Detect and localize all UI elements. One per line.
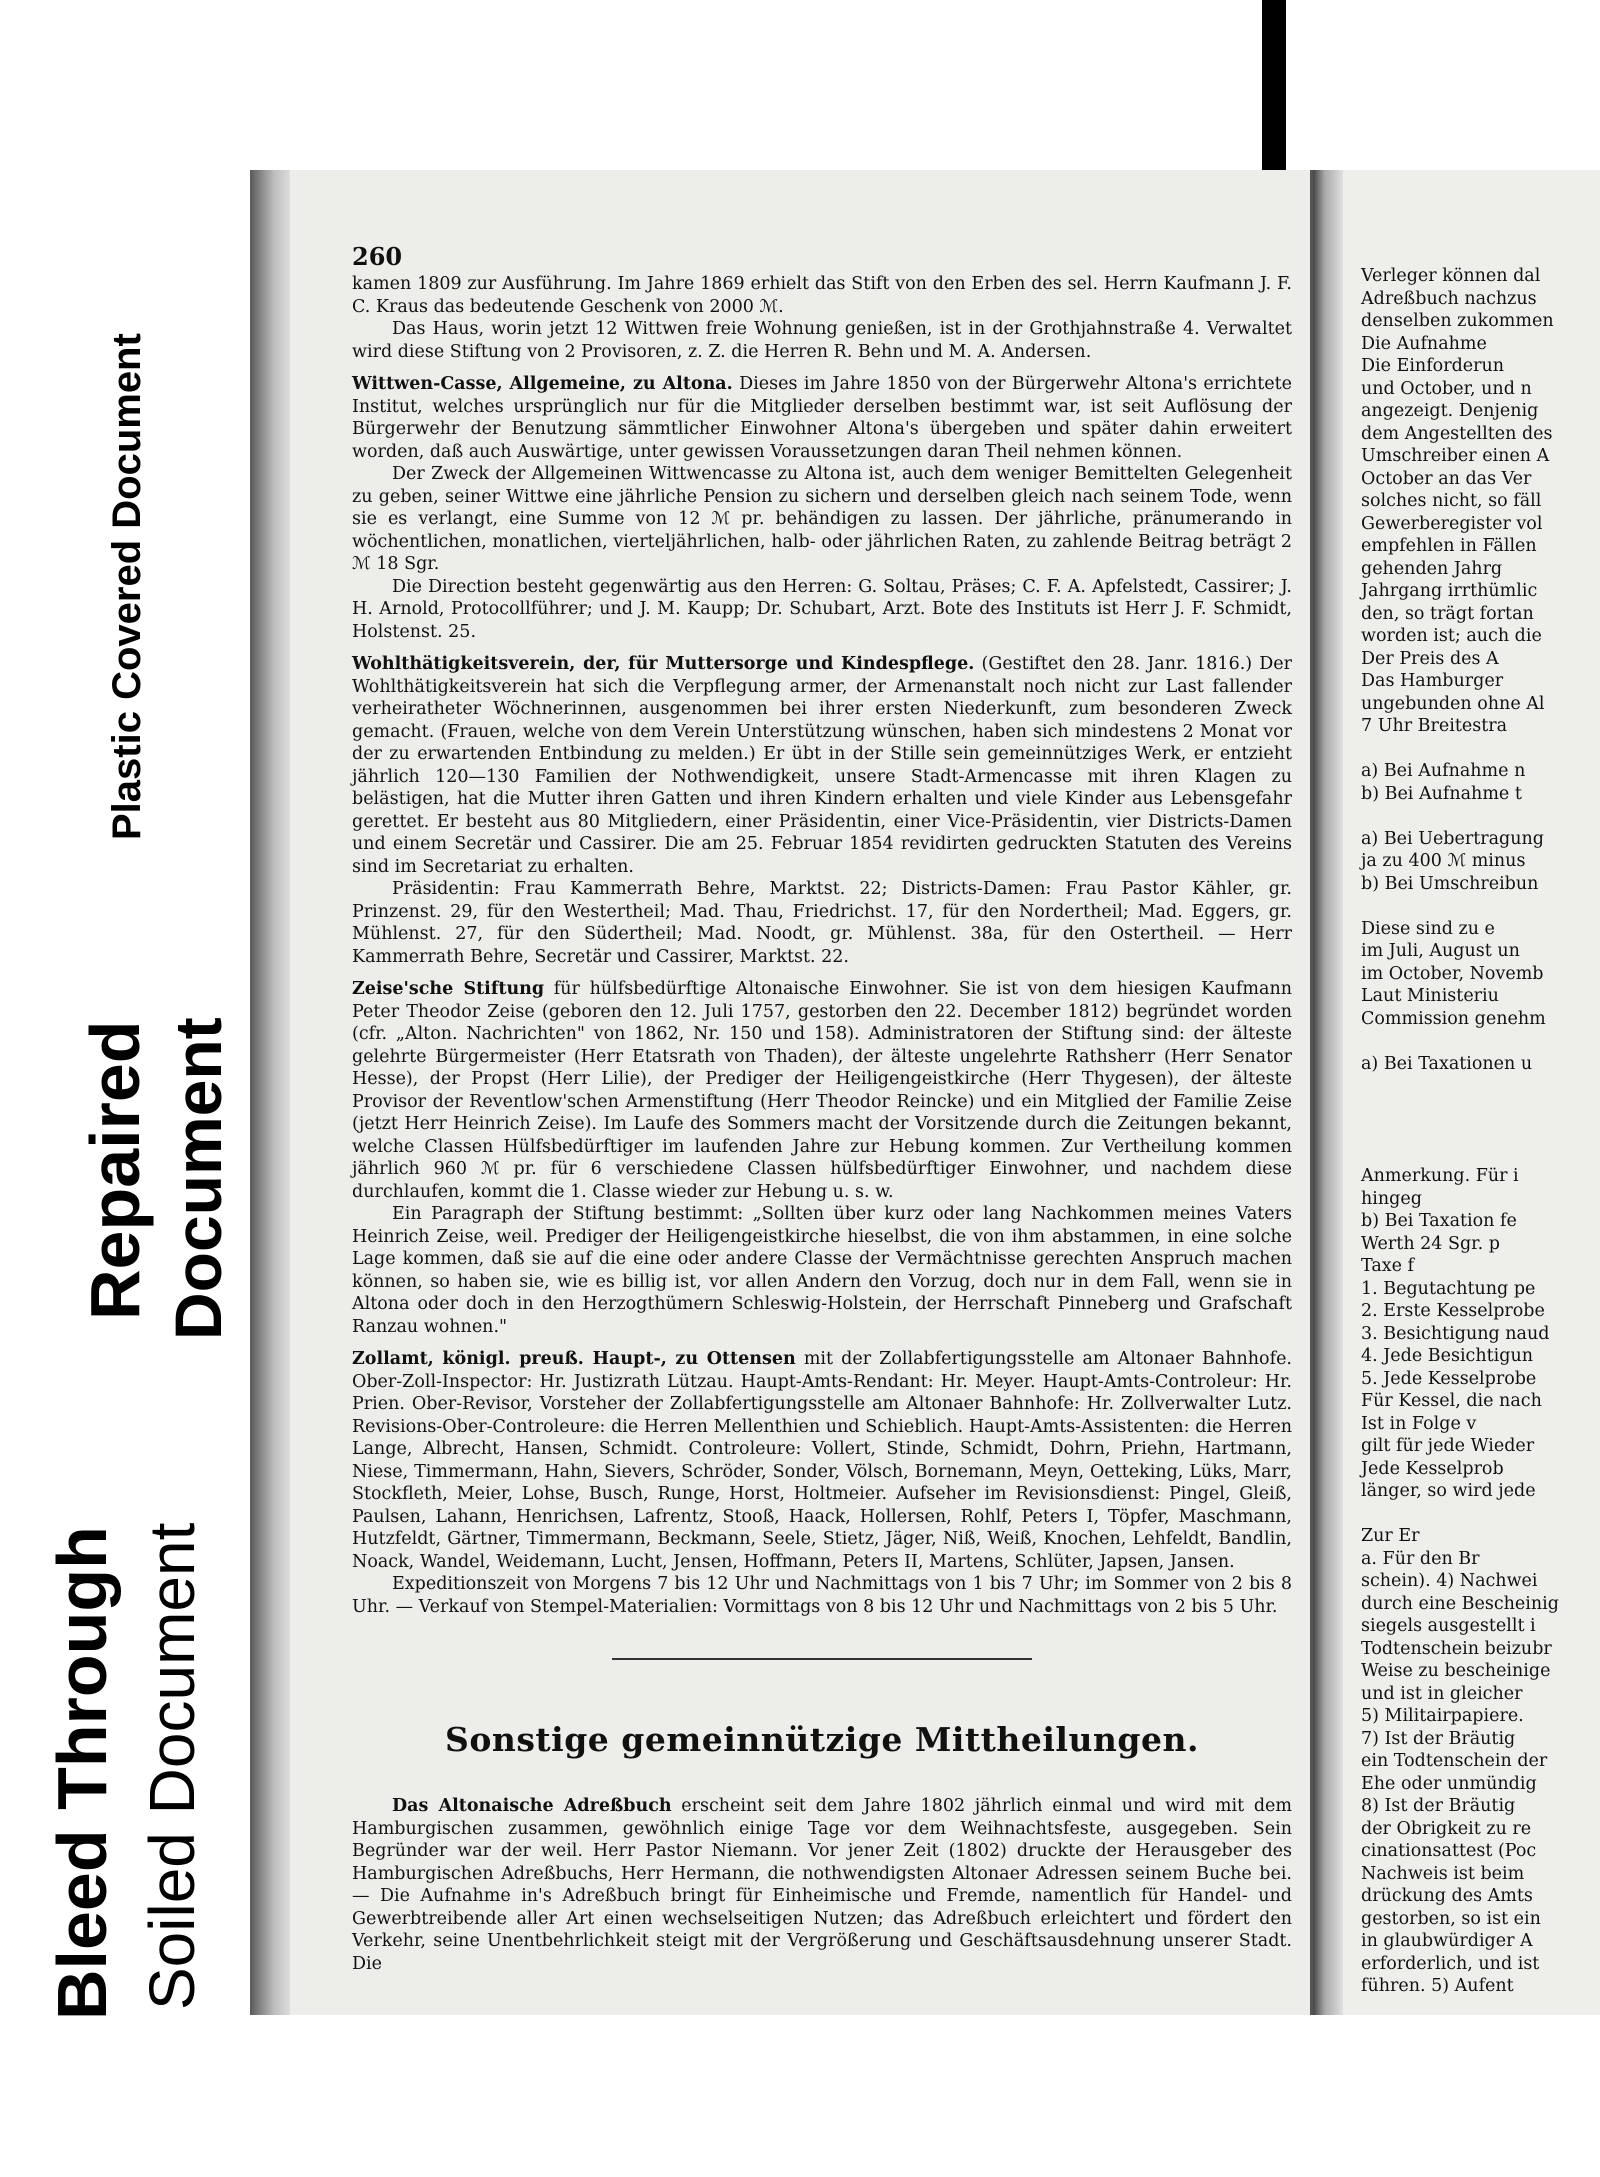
right-page-line: Weise zu bescheinige — [1361, 1661, 1551, 1681]
right-page-line: durch eine Bescheinig — [1361, 1593, 1559, 1614]
right-page-line: hingeg — [1361, 1188, 1422, 1209]
right-page-line: Commission genehm — [1361, 1008, 1546, 1029]
right-page-line: Der Preis des A — [1361, 648, 1499, 669]
zeise-paragraph-1: für hülfsbedürftige Altonaische Einwohner. Sie ist von dem hiesigen Kaufmann Peter Theodor Zeise (geboren den 12. Juli 1757, gestorben den 22. December 1812) begründet worden (cfr. „Alton. Nachrichten" von 1862, Nr. 150 und 158). Administratoren der Stiftung sind: der älteste gelehrte Bürgermeister (Herr Etatsrath von Thaden), der älteste ungelehrte Rathsherr (Herr Senator Hesse), der Propst (Herr Lilie), der Prediger der Heiligengeistkirche (Herr Thygesen), der älteste Provisor der Reventlow'schen Armenstiftung (Herr Theodor Reincke) und ein Mitglied der Familie Zeise (jetzt Herr Heinrich Zeise). Im Laufe des Sommers macht der Vorsitzende durch die Zeitungen bekannt, welche Classen Hülfsbedürftiger im laufenden Jahre zur Hebung kommen. Zur Vertheilung kommen jährlich 960 ℳ pr. für 6 verschiedene Classen hülfsbedürftiger Einwohner, und nachdem diese durchlaufen, kommt die 1. Classe wieder zur Hebung u. s. w. — [352, 979, 1292, 1202]
right-page-line: empfehlen in Fällen — [1361, 536, 1537, 556]
right-page-line: 2. Erste Kesselprobe — [1361, 1301, 1545, 1321]
right-page-line: a) Bei Aufnahme n — [1361, 761, 1526, 781]
right-page — [1343, 170, 1600, 2015]
plastic-covered-label-box — [100, 240, 160, 850]
zeise-title: Zeise'sche Stiftung — [352, 979, 545, 999]
right-page-line: Für Kessel, die nach — [1361, 1391, 1542, 1411]
right-page-line: Taxe f — [1361, 1256, 1415, 1276]
right-page-line: b) Bei Taxation fe — [1361, 1211, 1517, 1231]
repaired-label-line1: Repaired — [76, 1020, 154, 1320]
right-page-line: Die Einforderun — [1361, 356, 1505, 376]
right-page-line: 8) Ist der Bräutig — [1361, 1796, 1516, 1816]
page-edge-left — [250, 170, 290, 2015]
wittwen-title: Wittwen-Casse, Allgemeine, zu Altona. — [352, 374, 733, 394]
zeise-paragraph-2: Ein Paragraph der Stiftung bestimmt: „Sollten über kurz oder lang Nachkommen meines Vaters Heinrich Zeise, weil. Prediger der Heiligengeistkirche hieselbst, die von ihm abstammen, in eine solche Lage kommen, daß sie auf die eine oder andere Classe der Vermächtnisse gerechten Anspruch machen können, so haben sie, wie es billig ist, vor allen Andern den Vorzug, doch nur in dem Fall, wenn sie in Altona oder doch in den Herzogthümern Schleswig-Holstein, der Herrschaft Pinneberg und Grafschaft Ranzau wohnen." — [352, 1204, 1292, 1337]
right-page-line: im October, Novemb — [1361, 963, 1544, 984]
right-page-line: erforderlich, und ist — [1361, 1953, 1540, 1974]
right-page-line: 7 Uhr Breitestra — [1361, 716, 1508, 736]
black-marker-bar — [1262, 0, 1286, 170]
wittwen-paragraph-3: Die Direction besteht gegenwärtig aus den Herren: G. Soltau, Präses; C. F. A. Apfelstedt, Cassirer; J. H. Arnold, Protocollführer; und J. M. Kaupp; Dr. Schubart, Arzt. Bote des Instituts ist Herr J. F. Schmidt, Holstenst. 25. — [352, 576, 1292, 642]
right-page-line: im Juli, August un — [1361, 941, 1520, 961]
right-page-line: denselben zukommen — [1361, 311, 1554, 331]
right-page-line: b) Bei Umschreibun — [1361, 873, 1539, 894]
right-page-line: Werth 24 Sgr. p — [1361, 1233, 1500, 1254]
right-page-line: gestorben, so ist ein — [1361, 1908, 1541, 1929]
zoll-title: Zollamt, königl. preuß. Haupt-, zu Ottensen — [352, 1349, 796, 1369]
right-page-line: Zur Er — [1361, 1526, 1420, 1546]
right-page-line: drückung des Amts — [1361, 1886, 1533, 1906]
right-page-line: schein). 4) Nachwei — [1361, 1571, 1538, 1591]
wittwen-paragraph-2: Der Zweck der Allgemeinen Wittwencasse zu Altona ist, auch dem weniger Bemittelten Gelegenheit zu geben, seiner Wittwe eine jährliche Pension zu sichern und derselben gleich nach seinem Tode, wenn sie es verlangt, eine Summe von 12 ℳ pr. behändigen zu lassen. Der jährliche, pränumerando in wöchentlichen, monatlichen, vierteljährlichen, halb- oder jährlichen Raten, zu zahlende Beitrag beträgt 2 ℳ 18 Sgr. — [352, 464, 1292, 574]
right-page-line: Jahrgang irrthümlic — [1361, 581, 1538, 601]
right-page-line: Die Aufnahme — [1361, 333, 1487, 354]
right-page-line: 5. Jede Kesselprobe — [1361, 1368, 1537, 1389]
right-page-line: in glaubwürdiger A — [1361, 1931, 1533, 1951]
right-page-line: cinationsattest (Poc — [1361, 1841, 1537, 1861]
right-page-line: 7) Ist der Bräutig — [1361, 1728, 1516, 1749]
right-page-line: Nachweis ist beim — [1361, 1863, 1525, 1884]
soiled-document-label: Soiled Document — [136, 1522, 208, 2010]
repaired-label-line2: Document — [161, 1017, 235, 1340]
right-page-line: 3. Besichtigung naud — [1361, 1323, 1550, 1344]
right-page-line: länger, so wird jede — [1361, 1481, 1536, 1501]
right-page-line: Diese sind zu e — [1361, 918, 1495, 939]
right-page-line: führen. 5) Aufent — [1361, 1976, 1514, 1996]
bleed-through-label: Bleed Through — [43, 1526, 121, 2020]
right-page-line: der Obrigkeit zu re — [1361, 1818, 1532, 1839]
intro-paragraph: kamen 1809 zur Ausführung. Im Jahre 1869 erhielt das Stift von den Erben des sel. Herrn Kaufmann J. F. C. Kraus das bedeutende Geschenk von 2000 ℳ. — [352, 274, 1292, 317]
right-page-line: Ehe oder unmündig — [1361, 1773, 1537, 1794]
right-page-line: a. Für den Br — [1361, 1548, 1480, 1569]
right-page-line: solches nicht, so fäll — [1361, 491, 1542, 511]
right-page-line: gehenden Jahrg — [1361, 558, 1503, 579]
right-page-line: a) Bei Uebertragung — [1361, 828, 1545, 849]
right-page-line: Verleger können dal — [1361, 266, 1541, 286]
right-page-line: ein Todtenschein der — [1361, 1751, 1548, 1771]
right-page-line: Ist in Folge v — [1361, 1413, 1477, 1434]
zoll-paragraph-1: mit der Zollabfertigungsstelle am Altonaer Bahnhofe. Ober-Zoll-Inspector: Hr. Justizrath Lützau. Haupt-Amts-Rendant: Hr. Meyer. Haupt-Amts-Controleur: Hr. Prien. Ober-Revisor, Vorsteher der Zollabfertigungsstelle am Altonaer Bahnhofe: Hr. Zollverwalter Lutz. Revisions-Ober-Controleure: die Herren Mellenthien und Schieblich. Haupt-Amts-Assistenten: die Herren Lange, Albrecht, Hansen, Schmidt. Controleure: Vollert, Stinde, Schmidt, Dohrn, Priehn, Hartmann, Niese, Timmermann, Hahn, Sievers, Schröder, Sonder, Völsch, Bornemann, Meyn, Oetteking, Lüks, Marr, Stockfleth, Meier, Lohse, Busch, Runge, Horst, Holtmeier. Aufseher im Revisionsdienst: Pingel, Gleiß, Paulsen, Lahann, Henrichsen, Lafrentz, Stooß, Haack, Hollersen, Rohlf, Peters I, Töpfer, Maschmann, Hutzfeldt, Gärtner, Timmermann, Beckmann, Seele, Stietz, Jäger, Niß, Weiß, Knochen, Lehfeldt, Bandlin, Noack, Wandel, Weidemann, Lucht, Jensen, Hoffmann, Peters II, Martens, Schlüter, Japsen, Jansen. — [352, 1349, 1292, 1572]
right-page-line: Umschreiber einen A — [1361, 446, 1550, 466]
adressbuch-title: Das Altonaische Adreßbuch — [392, 1796, 672, 1816]
right-page-line: Jede Kesselprob — [1361, 1458, 1504, 1479]
right-page-line: October an das Ver — [1361, 468, 1532, 489]
left-page-text — [352, 273, 1292, 1975]
right-page-line: b) Bei Aufnahme t — [1361, 783, 1522, 804]
wittwen-paragraph-1: Dieses im Jahre 1850 von der Bürgerwehr Altona's errichtete Institut, welches ursprünglich nur für die Mitglieder derselben bestimmt war, ist seit Auflösung der Bürgerwehr der Benutzung sämmtlicher Einwohner Altona's übergeben und später dahin erweitert worden, daß auch Auswärtige, unter gewissen Voraussetzungen daran Theil nehmen können. — [352, 374, 1292, 462]
left-page — [290, 170, 1313, 2015]
right-page-line: und ist in gleicher — [1361, 1683, 1523, 1704]
right-page-line: und October, und n — [1361, 378, 1532, 399]
wohl-paragraph-1: (Gestiftet den 28. Janr. 1816.) Der Wohlthätigkeitsverein hat sich die Verpflegung armer, der Armenanstalt noch nicht zur Last fallender verheiratheter Wöchnerinnen, ausgenommen bei ihrer ersten Niederkunft, zum besonderen Zweck gemacht. (Frauen, welche von dem Verein Unterstützung wünschen, haben sich mindestens 2 Monat vor der zu erwartenden Entbindung zu melden.) Er übt in der Stille sein gemeinnütziges Werk, er entzieht jährlich 120—130 Familien der Nothwendigkeit, unsere Stadt-Armencasse mit ihren Klagen zu belästigen, hat die Mutter ihren Gatten und ihren Kindern erhalten und viele Kinder aus Lebensgefahr gerettet. Er besteht aus 80 Mitgliedern, einer Präsidentin, einer Vice-Präsidentin, vier Districts-Damen und einem Secretär und Cassirer. Die am 25. Februar 1854 revidirten gedruckten Statuten des Vereins sind im Secretariat zu erhalten. — [352, 654, 1292, 877]
plastic-covered-label: Plastic Covered Document — [105, 333, 149, 840]
zoll-paragraph-2: Expeditionszeit von Morgens 7 bis 12 Uhr und Nachmittags von 1 bis 7 Uhr; im Sommer von 2 bis 8 Uhr. — Verkauf von Stempel-Materialien: Vormittags von 8 bis 12 Uhr und Nachmittags von 2 bis 5 Uhr. — [352, 1574, 1292, 1617]
right-page-line: 1. Begutachtung pe — [1361, 1278, 1536, 1299]
right-page-line: angezeigt. Denjenig — [1361, 401, 1539, 421]
bleed-soiled-label-box — [30, 1420, 240, 2040]
wohl-title: Wohlthätigkeitsverein, der, für Muttersorge und Kindespflege. — [352, 654, 975, 674]
right-page-line: Gewerberegister vol — [1361, 513, 1543, 534]
section-heading: Sonstige gemeinnützige Mittheilungen. — [445, 1720, 1199, 1759]
right-page-line: worden ist; auch die — [1361, 626, 1542, 646]
intro-paragraph-2: Das Haus, worin jetzt 12 Wittwen freie Wohnung genießen, ist in der Grothjahnstraße 4. Verwaltet wird diese Stiftung von 2 Provisoren, z. Z. die Herren R. Behn und M. A. Andersen. — [352, 319, 1292, 362]
right-page-line: a) Bei Taxationen u — [1361, 1053, 1533, 1074]
adressbuch-paragraph: erscheint seit dem Jahre 1802 jährlich einmal und wird mit dem Hamburgischen zusammen, gewöhnlich einige Tage vor dem Weihnachtsfeste, ausgegeben. Sein Begründer war der weil. Herr Pastor Niemann. Vor jener Zeit (1802) druckte der Herausgeber des Hamburgischen Adreßbuchs, Herr Hermann, die nothwendigsten Altonaer Adressen seinem Buche bei. — Die Aufnahme in's Adreßbuch bringt für Einheimische und Fremde, namentlich für Handel- und Gewerbtreibende aller Art einen wechselseitigen Nutzen; das Adreßbuch erleichtert und fördert den Verkehr, seine Unentbehrlichkeit steigt mit der Vergrößerung und Geschäftsausdehnung unserer Stadt. Die — [352, 1796, 1292, 1974]
page-number: 260 — [352, 242, 403, 271]
right-page-line: Laut Ministeriu — [1361, 986, 1499, 1006]
right-page-line: Adreßbuch nachzus — [1361, 288, 1537, 309]
right-page-line: Todtenschein beizubr — [1361, 1638, 1552, 1659]
book-gutter — [1313, 170, 1343, 2015]
right-page-line: 4. Jede Besichtigun — [1361, 1346, 1533, 1366]
right-page-line: Anmerkung. Für i — [1361, 1166, 1519, 1186]
right-page-line: dem Angestellten des — [1361, 423, 1553, 444]
wohl-paragraph-2: Präsidentin: Frau Kammerrath Behre, Marktst. 22; Districts-Damen: Frau Pastor Kähler, gr. Prinzenst. 29, für den Westertheil; Mad. Thau, Friedrichst. 17, für den Nordertheil; Mad. Eggers, gr. Mühlenst. 27, für den Südertheil; Mad. Noodt, gr. Mühlenst. 38a, für den Ostertheil. — Herr Kammerrath Behre, Secretär und Cassirer, Marktst. 22. — [352, 879, 1292, 967]
repaired-label-box — [70, 950, 240, 1350]
right-page-line: gilt für jede Wieder — [1361, 1436, 1535, 1456]
right-page-line: den, so trägt fortan — [1361, 603, 1534, 624]
right-page-line: ungebunden ohne Al — [1361, 693, 1545, 714]
right-page-line: ja zu 400 ℳ minus — [1361, 851, 1526, 871]
right-page-line: siegels ausgestellt i — [1361, 1616, 1536, 1636]
right-page-line: 5) Militairpapiere. — [1361, 1706, 1524, 1726]
section-divider — [612, 1658, 1032, 1660]
book-scan — [250, 170, 1600, 2015]
right-page-line: Das Hamburger — [1361, 671, 1504, 691]
